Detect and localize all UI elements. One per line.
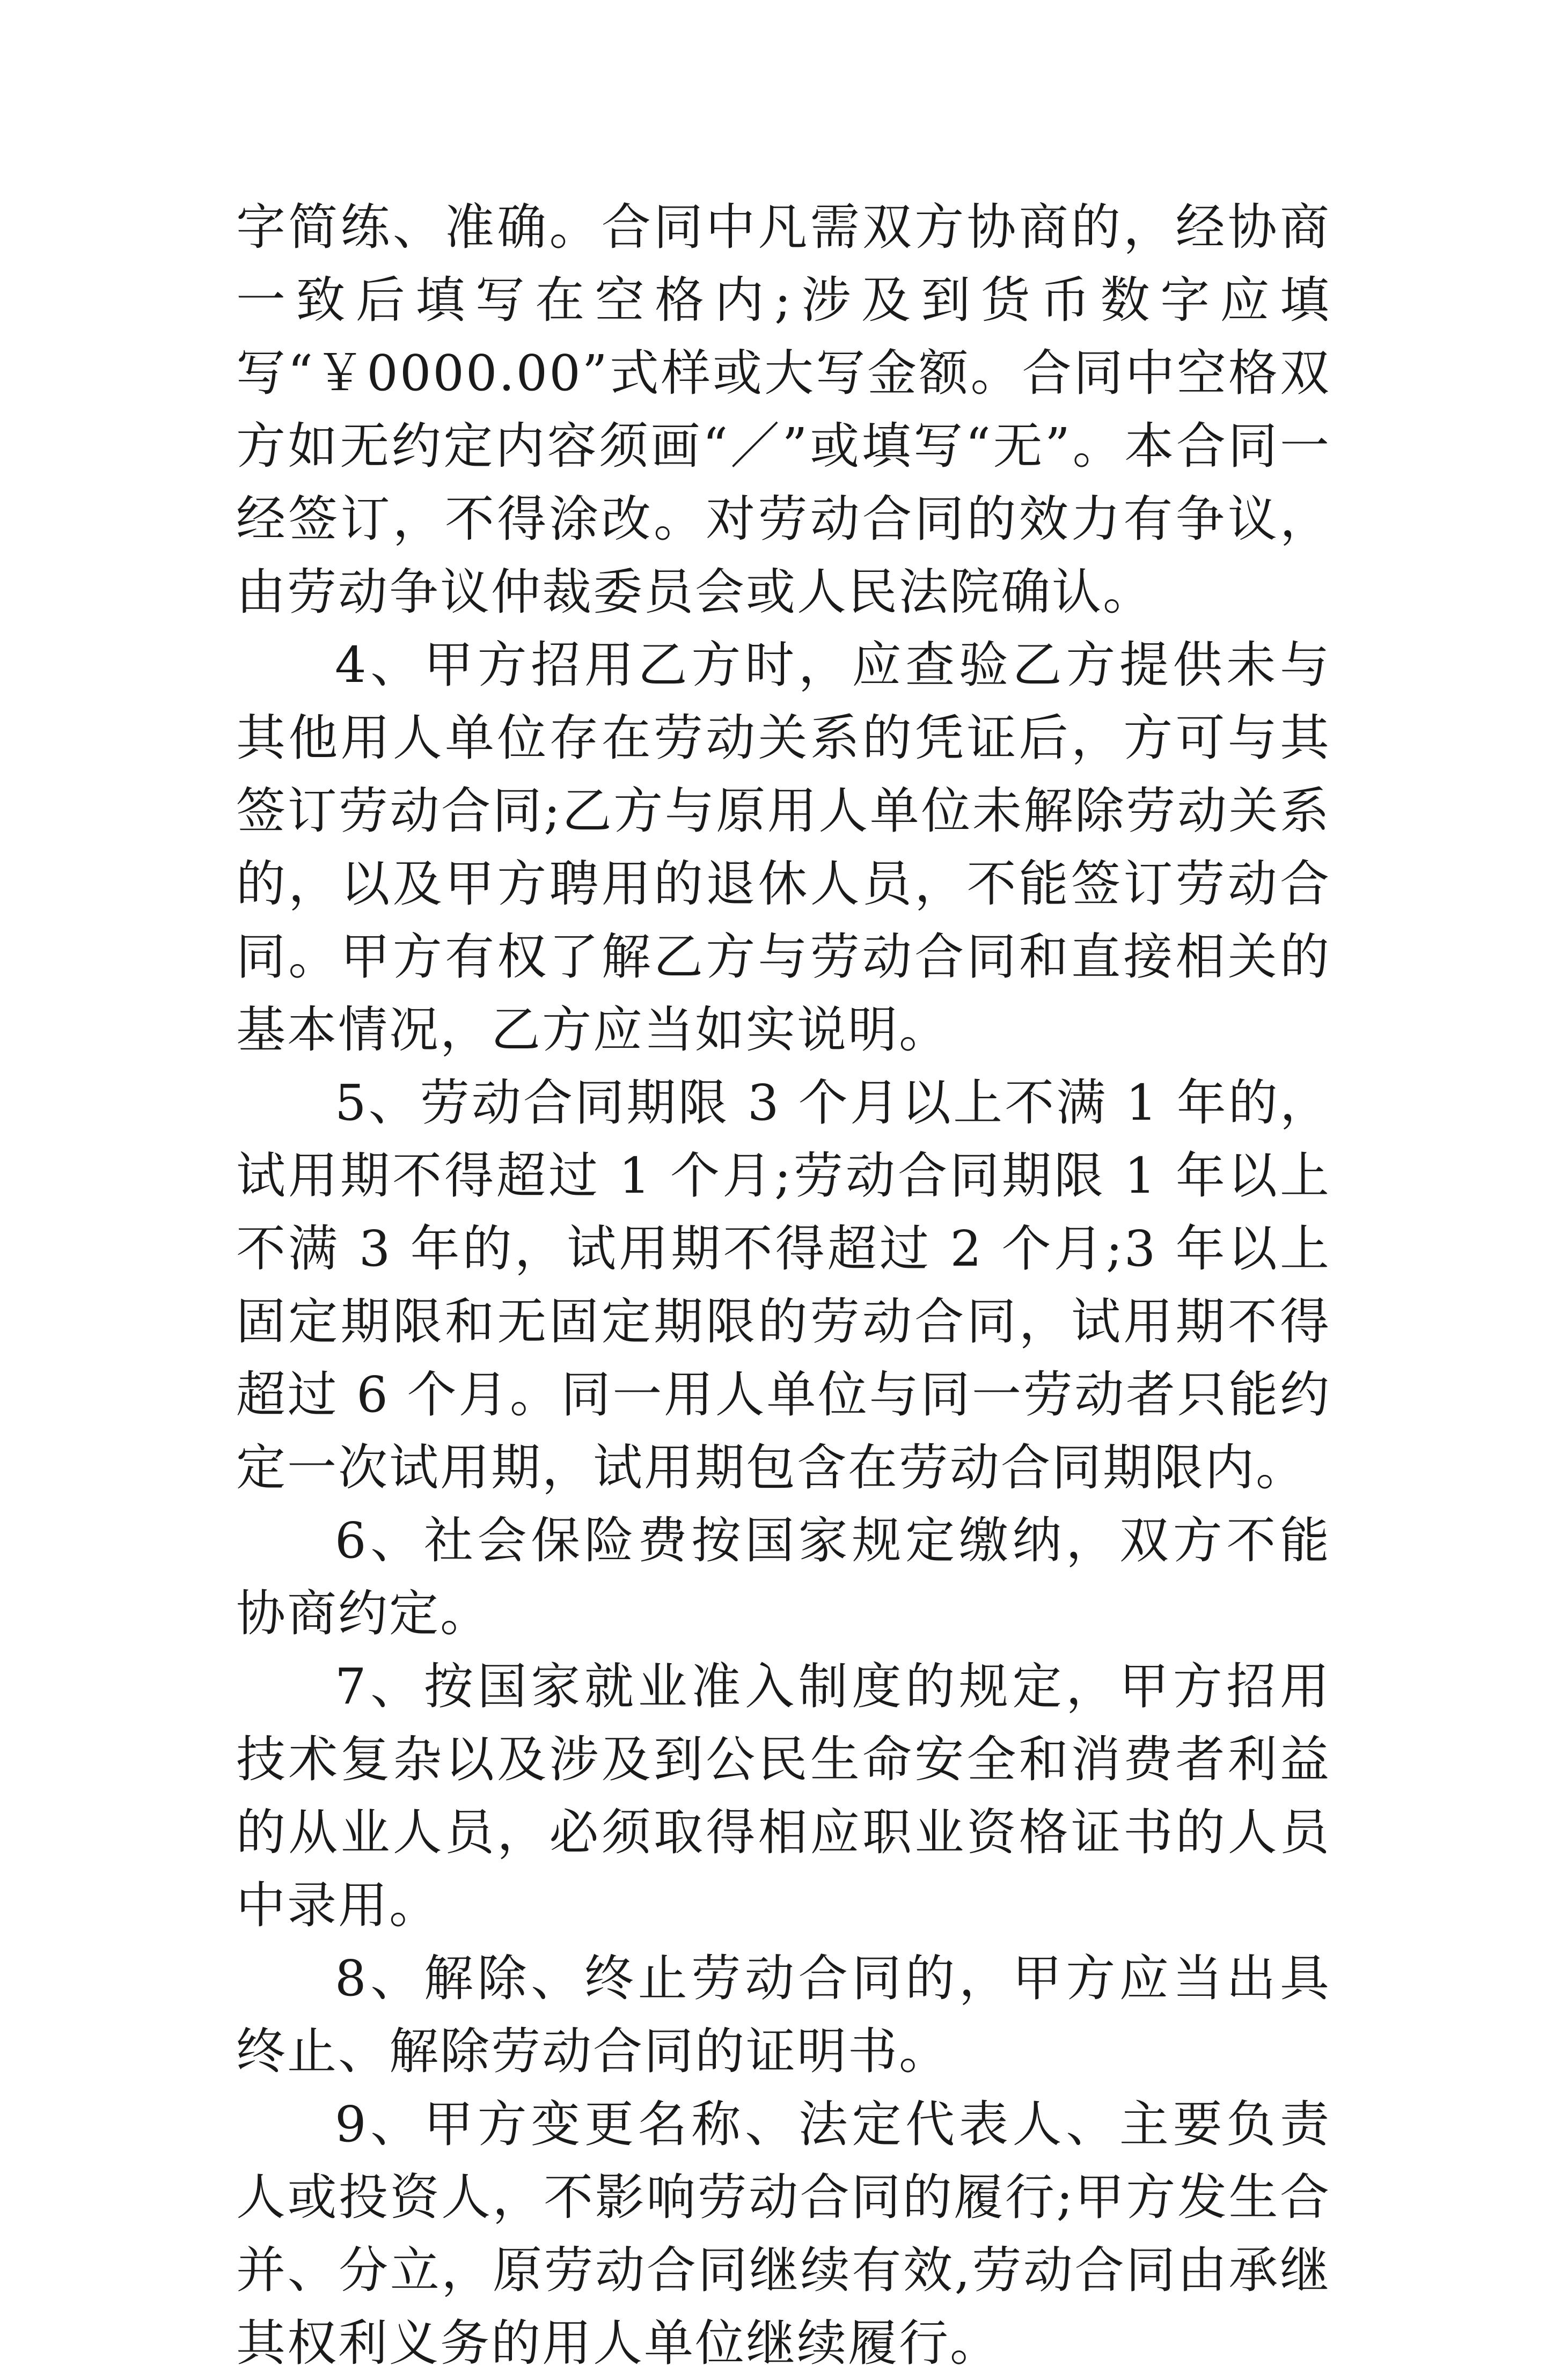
paragraph-item-5: 5、劳动合同期限 3 个月以上不满 1 年的，试用期不得超过 1 个月;劳动合同期限 1 年以上不满 3 年的，试用期不得超过 2 个月;3 年以上固定期限和无固定期限的劳动合同，试用期不得超过 6 个月。同一用人单位与同一劳动者只能约定一次试用期，试用期包含在劳动合同期限内。 — [236, 1074, 1331, 1496]
paragraph-item-8: 8、解除、终止劳动合同的，甲方应当出具终止、解除劳动合同的证明书。 — [236, 1950, 1331, 2080]
paragraph-item-7: 7、按国家就业准入制度的规定，甲方招用技术复杂以及涉及到公民生命安全和消费者利益的从业人员，必须取得相应职业资格证书的人员中录用。 — [236, 1658, 1331, 1934]
document-body — [236, 191, 1331, 2380]
paragraph-item-4: 4、甲方招用乙方时，应查验乙方提供未与其他用人单位存在劳动关系的凭证后，方可与其签订劳动合同;乙方与原用人单位未解除劳动关系的，以及甲方聘用的退休人员，不能签订劳动合同。甲方有权了解乙方与劳动合同和直接相关的基本情况，乙方应当如实说明。 — [236, 636, 1331, 1059]
paragraph-item-9: 9、甲方变更名称、法定代表人、主要负责人或投资人，不影响劳动合同的履行;甲方发生合并、分立，原劳动合同继续有效,劳动合同由承继其权利义务的用人单位继续履行。 — [236, 2096, 1331, 2372]
paragraph-continuation-3: 字简练、准确。合同中凡需双方协商的，经协商一致后填写在空格内;涉及到货币数字应填写“￥0000.00”式样或大写金额。合同中空格双方如无约定内容须画“／”或填写“无”。本合同一经签订，不得涂改。对劳动合同的效力有争议，由劳动争议仲裁委员会或人民法院确认。 — [236, 199, 1331, 621]
paragraph-item-6: 6、社会保险费按国家规定缴纳，双方不能协商约定。 — [236, 1512, 1331, 1642]
